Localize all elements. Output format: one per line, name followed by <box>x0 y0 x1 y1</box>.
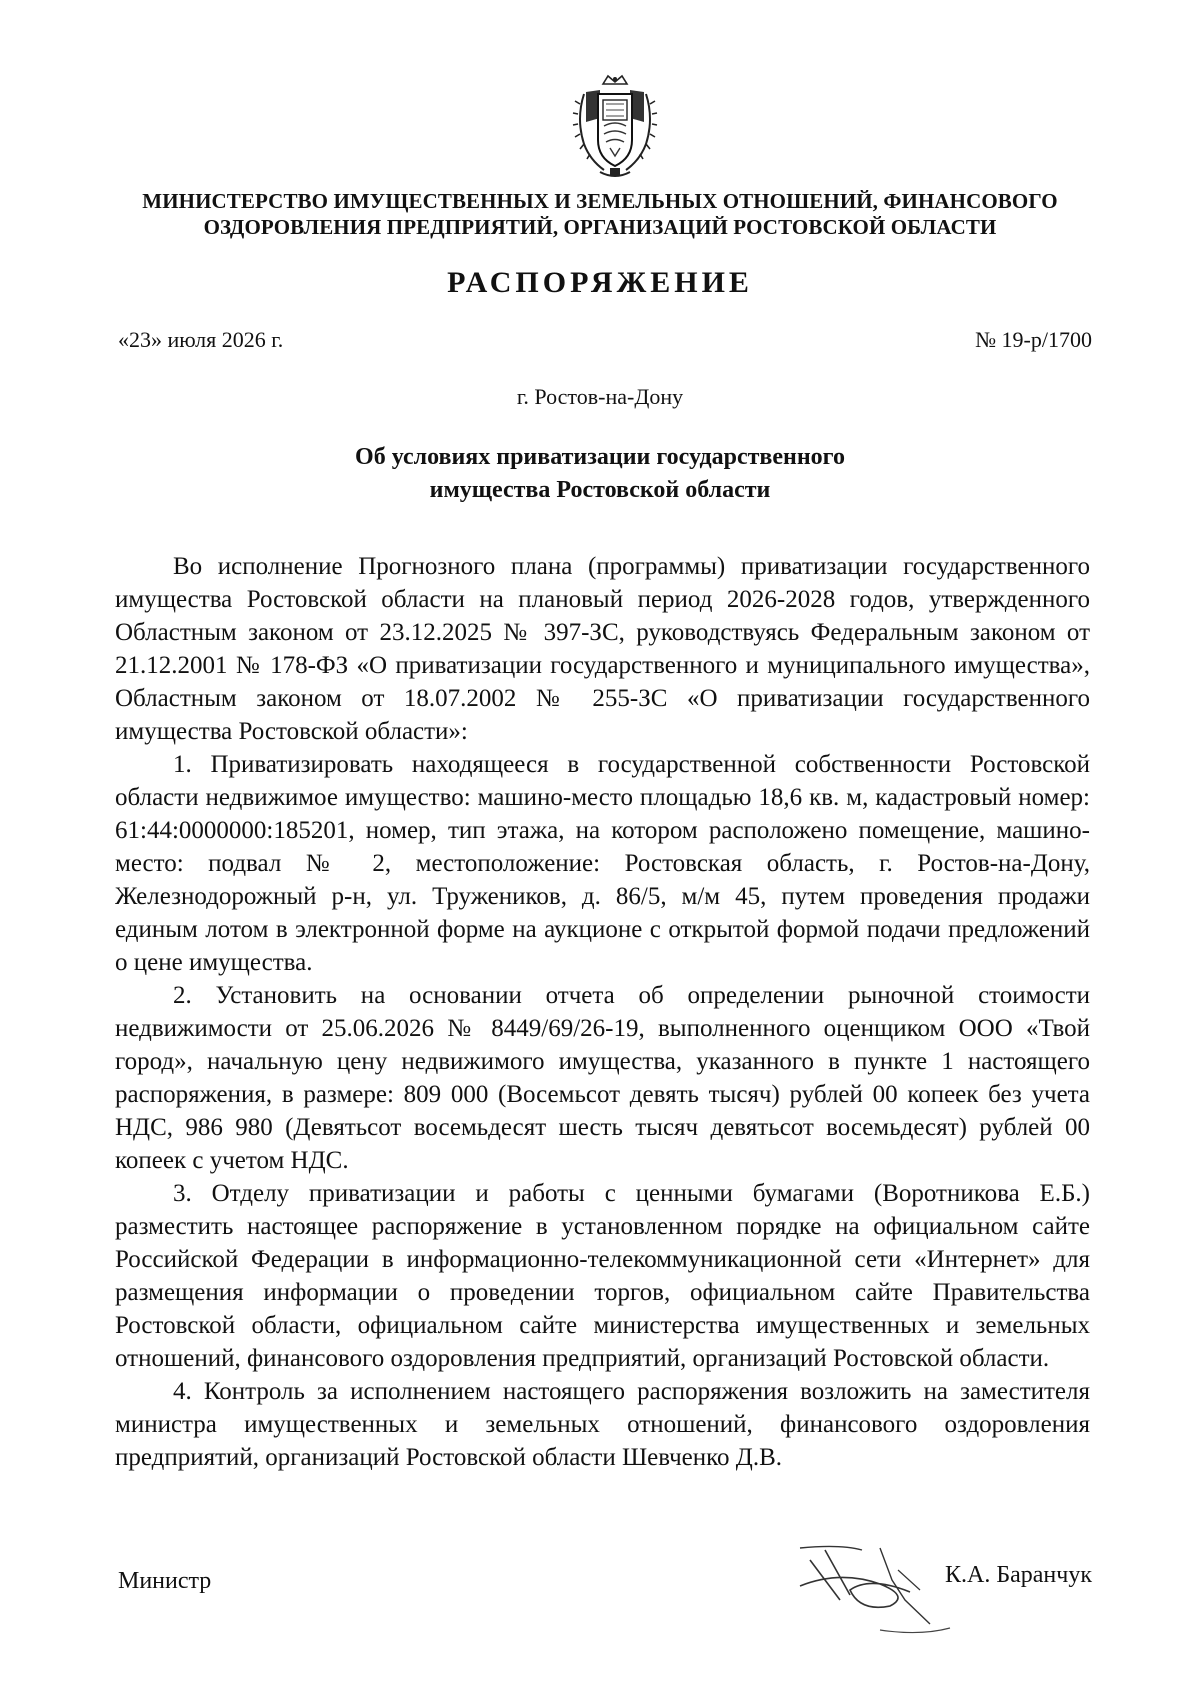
order-item-3: 3. Отделу приватизации и работы с ценными бумагами (Воротникова Е.Б.) разместить настоящее распоряжение в установленном порядке на официальном сайте Российской Федерации в информационно-телекоммуникационной сети «Интернет» для размещения информации о проведении торгов, официальном сайте Правительства Ростовской области, официальном сайте министерства имущественных и земельных отношений, финансового оздоровления предприятий, организаций Ростовской области. <box>115 1180 1090 1372</box>
preamble-paragraph: Во исполнение Прогнозного плана (программы) приватизации государственного имущества Ростовской области на плановый период 2026-2028 годов, утвержденного Областным законом от 23.12.2025 № 397-ЗС, руководствуясь Федеральным законом от 21.12.2001 № 178-ФЗ «О приватизации государственного и муниципального имущества», Областным законом от 18.07.2002 № 255-ЗС «О приватизации государственного имущества Ростовской области»: <box>115 553 1090 745</box>
ministry-name <box>100 188 1100 240</box>
signatory-name: К.А. Баранчук <box>945 1562 1092 1588</box>
signatory-title: Министр <box>118 1568 212 1594</box>
coat-of-arms-emblem <box>570 74 660 182</box>
document-date: «23» июля 2026 г. <box>118 327 284 352</box>
handwritten-signature <box>780 1540 1060 1640</box>
order-item-1: 1. Приватизировать находящееся в государственной собственности Ростовской области недвижимое имущество: машино-место площадью 18,6 кв. м, кадастровый номер: 61:44:0000000:185201, номер, тип этажа, на котором расположено помещение, машино-место: подвал № 2, местоположение: Ростовская область, г. Ростов-на-Дону, Железнодорожный р-н, ул. Тружеников, д. 86/5, м/м 45, путем проведения продажи единым лотом в электронной форме на аукционе с открытой формой подачи предложений о цене имущества. <box>115 751 1090 976</box>
subject-line1: Об условиях приватизации государственного <box>355 444 845 470</box>
document-city: г. Ростов-на-Дону <box>516 384 684 409</box>
document-type: РАСПОРЯЖЕНИЕ <box>447 266 753 299</box>
document-body <box>115 550 1090 1474</box>
order-item-2: 2. Установить на основании отчета об определении рыночной стоимости недвижимости от 25.06.2026 № 8449/69/26-19, выполненного оценщиком ООО «Твой город», начальную цену недвижимого имущества, указанного в пункте 1 настоящего распоряжения, в размере: 809 000 (Восемьсот девять тысяч) рублей 00 копеек без учета НДС, 986 980 (Девятьсот восемьдесят шесть тысяч девятьсот восемьдесят) рублей 00 копеек с учетом НДС. <box>115 982 1090 1174</box>
document-subject <box>200 441 1000 507</box>
subject-line2: имущества Ростовской области <box>429 477 771 503</box>
document-number: № 19-р/1700 <box>975 327 1092 352</box>
signature-block <box>0 1540 1200 1620</box>
ministry-name-line2: ОЗДОРОВЛЕНИЯ ПРЕДПРИЯТИЙ, ОРГАНИЗАЦИЙ РОСТОВСКОЙ ОБЛАСТИ <box>203 215 997 239</box>
order-item-4: 4. Контроль за исполнением настоящего распоряжения возложить на заместителя министра имущественных и земельных отношений, финансового оздоровления предприятий, организаций Ростовской области Шевченко Д.В. <box>115 1378 1090 1471</box>
ministry-name-line1: МИНИСТЕРСТВО ИМУЩЕСТВЕННЫХ И ЗЕМЕЛЬНЫХ ОТНОШЕНИЙ, ФИНАНСОВОГО <box>142 189 1058 213</box>
